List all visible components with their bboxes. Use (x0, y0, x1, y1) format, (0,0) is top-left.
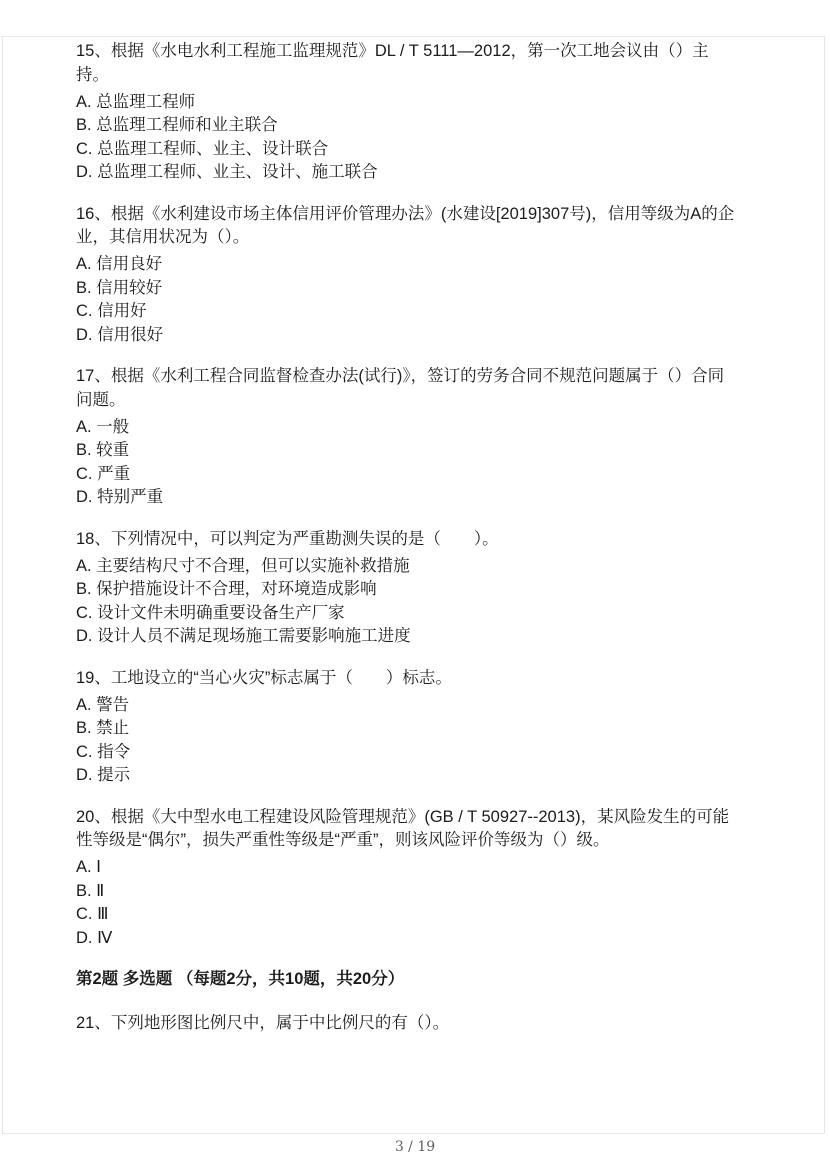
option-a: A. 总监理工程师 (76, 92, 196, 111)
question-16-text: 16、根据《水利建设市场主体信用评价管理办法》(水建设[2019]307号)，信用等级为A的企业，其信用状况为（）。 (76, 204, 735, 246)
option-b: B. 信用较好 (76, 278, 163, 297)
question-15 (76, 40, 737, 185)
question-21 (76, 1012, 737, 1036)
page-footer (0, 1139, 830, 1155)
question-16 (76, 203, 737, 348)
question-19-text: 19、工地设立的“当心火灾”标志属于（ ）标志。 (76, 668, 452, 687)
option-a: A. 信用良好 (76, 255, 163, 273)
question-17-text: 17、根据《水利工程合同监督检查办法(试行)》，签订的劳务合同不规范问题属于（）合同问题。 (76, 367, 725, 409)
option-a: A. Ⅰ (76, 858, 102, 876)
option-b: B. 较重 (76, 441, 130, 459)
question-17-options (76, 416, 737, 510)
option-d: D. Ⅳ (76, 928, 113, 947)
section-heading-multiple-choice: 第2题 多选题 （每题2分，共10题，共20分） (76, 970, 405, 988)
option-c: C. 严重 (76, 464, 131, 483)
question-18-options (76, 555, 737, 649)
option-b: B. 保护措施设计不合理，对环境造成影响 (76, 580, 377, 598)
option-c: C. Ⅲ (76, 905, 109, 923)
question-15-text: 15、根据《水电水利工程施工监理规范》DL / T 5111—2012，第一次工地会议由（）主持。 (76, 42, 709, 84)
question-20 (76, 806, 737, 951)
option-d: D. 信用很好 (76, 325, 164, 344)
question-20-options (76, 856, 737, 950)
question-21-text: 21、下列地形图比例尺中，属于中比例尺的有（）。 (76, 1014, 450, 1032)
question-18-text: 18、下列情况中，可以判定为严重勘测失误的是（ ）。 (76, 529, 499, 548)
option-b: B. 总监理工程师和业主联合 (76, 116, 278, 134)
question-16-options (76, 253, 737, 347)
page-indicator: 3 / 19 (394, 1139, 436, 1155)
option-d: D. 总监理工程师、业主、设计、施工联合 (76, 163, 378, 181)
option-a: A. 警告 (76, 695, 130, 714)
option-c: C. 指令 (76, 742, 131, 761)
option-c: C. 信用好 (76, 302, 147, 320)
question-19 (76, 667, 737, 788)
question-17 (76, 365, 737, 510)
option-c: C. 设计文件未明确重要设备生产厂家 (76, 603, 345, 622)
question-18 (76, 528, 737, 649)
option-d: D. 特别严重 (76, 488, 164, 506)
option-d: D. 设计人员不满足现场施工需要影响施工进度 (76, 627, 411, 645)
question-15-options (76, 91, 737, 185)
document-page (2, 36, 825, 1134)
option-a: A. 主要结构尺寸不合理，但可以实施补救措施 (76, 556, 410, 575)
option-b: B. 禁止 (76, 719, 130, 737)
question-20-text: 20、根据《大中型水电工程建设风险管理规范》(GB / T 50927--2013)，某风险发生的可能性等级是“偶尔”，损失严重性等级是“严重”，则该风险评价等级为（）级。 (76, 807, 730, 849)
question-19-options (76, 694, 737, 788)
option-d: D. 提示 (76, 766, 131, 784)
option-c: C. 总监理工程师、业主、设计联合 (76, 139, 329, 158)
option-b: B. Ⅱ (76, 881, 105, 900)
option-a: A. 一般 (76, 417, 130, 436)
